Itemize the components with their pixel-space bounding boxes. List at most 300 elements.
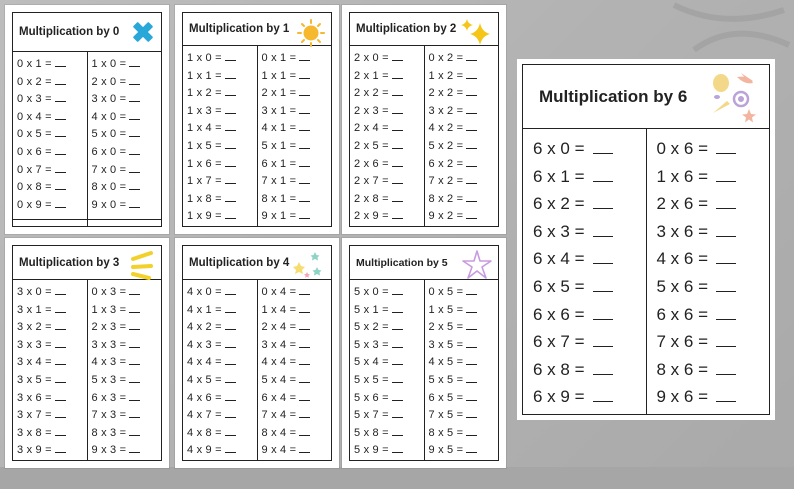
equation-text: 1 x 3 = [187,104,222,117]
equation-text: 0 x 8 = [17,181,52,194]
equation-row [183,302,257,320]
equation-row [425,173,499,191]
equation-row [258,390,332,408]
answer-blank [129,426,140,436]
equation-text: 0 x 4 = [261,286,297,299]
equation-text: 1 x 2 = [428,69,464,82]
equation-text: 3 x 2 = [17,321,52,334]
answer-blank [225,338,236,348]
equation-text: 3 x 8 = [17,426,52,439]
equation-row [13,425,87,443]
x-icon [121,17,155,47]
answer-blank [225,51,236,61]
equation-text: 0 x 2 = [428,52,464,65]
equation-row [258,103,332,121]
equation-row [183,354,257,372]
equation-text: 9 x 5 = [428,444,464,457]
answer-blank [299,51,310,61]
equation-row [88,179,162,197]
equation-text: 3 x 5 = [17,374,52,387]
equation-row [425,442,499,460]
answer-blank [466,303,477,313]
answer-blank [466,192,477,202]
equation-row [13,109,87,127]
card-title: Multiplication by 3 [19,256,120,269]
card-header [350,13,498,46]
equation-row [350,407,424,425]
answer-blank [225,373,236,383]
equation-row [425,156,499,174]
equation-row [647,273,770,301]
right-column [87,52,162,226]
answer-blank [466,209,477,219]
answer-blank [392,426,403,436]
answer-blank [466,443,477,453]
equation-text: 4 x 2 = [428,122,464,135]
equation-row [523,328,646,356]
answer-blank [299,443,310,453]
card-body [350,46,498,226]
answer-blank [392,391,403,401]
answer-blank [55,198,66,208]
answer-blank [129,408,140,418]
equation-text: 3 x 4 = [261,338,297,351]
equation-row [425,390,499,408]
card-body [13,280,161,460]
equation-text: 8 x 3 = [91,426,127,439]
equation-row [523,218,646,246]
equation-row [425,354,499,372]
answer-blank [225,192,236,202]
equation-row [88,284,162,302]
equation-text: 4 x 1 = [261,122,297,135]
equation-text: 4 x 3 = [187,338,222,351]
card-body [523,129,769,414]
answer-blank [55,75,66,85]
equation-row [13,337,87,355]
equation-text: 4 x 9 = [187,444,222,457]
card-header [350,246,498,280]
answer-blank [299,86,310,96]
answer-blank [716,222,736,237]
equation-row [258,372,332,390]
equation-text: 2 x 7 = [354,175,389,188]
equation-row [258,425,332,443]
equation-text: 6 x 5 = [428,391,464,404]
equation-text: 2 x 3 = [354,104,389,117]
answer-blank [299,408,310,418]
answer-blank [466,121,477,131]
equation-row [183,138,257,156]
equation-row [350,302,424,320]
equation-row [350,354,424,372]
equation-text: 1 x 4 = [261,303,297,316]
equation-row [258,68,332,86]
answer-blank [392,355,403,365]
right-column [424,46,499,226]
seashells-icon [707,69,763,125]
equation-text: 5 x 1 = [261,140,297,153]
equation-row [88,425,162,443]
equation-text: 2 x 1 = [261,87,297,100]
equation-text: 9 x 3 = [91,444,127,457]
answer-blank [55,303,66,313]
equation-text: 2 x 9 = [354,210,389,223]
answer-blank [466,338,477,348]
equation-row [350,173,424,191]
answer-blank [225,320,236,330]
equation-text: 0 x 3 = [91,286,127,299]
equation-row [425,372,499,390]
equation-row [258,85,332,103]
equation-row [523,135,646,163]
answer-blank [593,305,613,320]
answer-blank [392,51,403,61]
equation-text: 4 x 0 = [91,110,127,123]
equation-row [425,208,499,226]
equation-row [88,442,162,460]
answer-blank [299,104,310,114]
card-title: Multiplication by 5 [356,256,448,269]
answer-blank [392,86,403,96]
answer-blank [55,145,66,155]
right-column [257,46,332,226]
answer-blank [392,139,403,149]
equation-row [13,126,87,144]
right-column [87,280,162,460]
answer-blank [466,104,477,114]
equation-row [425,337,499,355]
equation-row [350,85,424,103]
equation-text: 6 x 2 = [533,194,585,214]
answer-blank [225,285,236,295]
equation-row [88,319,162,337]
answer-blank [225,443,236,453]
answer-blank [55,408,66,418]
answer-blank [299,209,310,219]
equation-text: 6 x 6 = [656,304,709,324]
answer-blank [392,338,403,348]
equation-row [425,302,499,320]
equation-text: 8 x 1 = [261,192,297,205]
answer-blank [593,387,613,402]
answer-blank [225,86,236,96]
equation-text: 2 x 1 = [354,69,389,82]
right-column [424,280,499,460]
answer-blank [55,320,66,330]
equation-row [647,163,770,191]
equation-text: 6 x 4 = [261,391,297,404]
answer-blank [55,92,66,102]
equation-text: 8 x 6 = [656,359,709,379]
equation-text: 0 x 5 = [428,286,464,299]
answer-blank [55,180,66,190]
answer-blank [466,157,477,167]
answer-blank [299,338,310,348]
footer-line [13,219,161,220]
answer-blank [593,139,613,154]
equation-text: 7 x 0 = [91,163,127,176]
equation-row [425,191,499,209]
left-column [183,46,257,226]
answer-blank [392,174,403,184]
equation-text: 7 x 5 = [428,409,464,422]
equation-text: 3 x 3 = [17,338,52,351]
answer-blank [593,360,613,375]
answer-blank [299,426,310,436]
equation-text: 4 x 7 = [187,409,222,422]
equation-text: 6 x 5 = [533,276,585,296]
answer-blank [225,121,236,131]
answer-blank [55,443,66,453]
equation-row [183,407,257,425]
equation-row [258,284,332,302]
answer-blank [466,373,477,383]
answer-blank [299,192,310,202]
equation-text: 0 x 2 = [17,75,52,88]
equation-row [258,302,332,320]
bottom-strip [0,467,794,489]
equation-text: 5 x 5 = [428,374,464,387]
answer-blank [716,387,736,402]
equation-row [183,442,257,460]
equation-row [88,390,162,408]
equation-text: 1 x 9 = [187,210,222,223]
answer-blank [299,320,310,330]
equation-row [13,91,87,109]
card-multiplication-by-6 [517,59,775,420]
answer-blank [129,443,140,453]
answer-blank [129,127,140,137]
equation-text: 2 x 5 = [428,321,464,334]
equation-row [425,120,499,138]
answer-blank [55,163,66,173]
equation-row [88,354,162,372]
equation-row [258,173,332,191]
equation-text: 3 x 3 = [91,338,127,351]
card-title: Multiplication by 1 [189,23,290,36]
answer-blank [392,285,403,295]
equation-row [523,383,646,411]
equation-row [183,390,257,408]
answer-blank [466,86,477,96]
equation-text: 5 x 2 = [428,140,464,153]
equation-row [13,74,87,92]
card-title: Multiplication by 4 [189,256,290,269]
equation-row [183,425,257,443]
equation-row [183,120,257,138]
equation-text: 7 x 4 = [261,409,297,422]
equation-text: 3 x 5 = [428,338,464,351]
equation-row [88,162,162,180]
answer-blank [55,57,66,67]
stars-icon [291,250,325,280]
equation-row [183,156,257,174]
answer-blank [299,121,310,131]
card-title: Multiplication by 2 [356,23,457,36]
equation-row [350,208,424,226]
answer-blank [466,320,477,330]
card-header [13,13,161,52]
equation-text: 4 x 4 = [187,356,222,369]
equation-text: 6 x 0 = [91,145,127,158]
equation-row [258,120,332,138]
equation-text: 4 x 3 = [91,356,127,369]
answer-blank [466,355,477,365]
answer-blank [392,121,403,131]
equation-row [425,319,499,337]
equation-text: 1 x 1 = [187,69,222,82]
equation-row [13,179,87,197]
equation-row [647,135,770,163]
equation-text: 9 x 2 = [428,210,464,223]
equation-text: 8 x 0 = [91,181,127,194]
answer-blank [55,285,66,295]
equation-row [425,425,499,443]
equation-row [425,85,499,103]
answer-blank [593,249,613,264]
card-header [523,65,769,129]
equation-row [647,190,770,218]
equation-text: 6 x 1 = [533,166,585,186]
answer-blank [466,69,477,79]
card-multiplication-by-0 [5,5,169,234]
left-column [523,129,646,414]
equation-row [523,163,646,191]
equation-text: 4 x 5 = [187,374,222,387]
equation-text: 0 x 1 = [261,52,297,65]
equation-row [647,356,770,384]
equation-row [13,144,87,162]
equation-text: 6 x 8 = [533,359,585,379]
answer-blank [392,320,403,330]
answer-blank [392,157,403,167]
equation-text: 2 x 0 = [91,75,127,88]
card-multiplication-by-3 [5,238,169,468]
equation-row [523,356,646,384]
equation-text: 6 x 3 = [91,391,127,404]
equation-row [350,319,424,337]
answer-blank [593,332,613,347]
equation-row [350,337,424,355]
equation-row [183,208,257,226]
equation-text: 1 x 5 = [428,303,464,316]
answer-blank [466,285,477,295]
equation-row [350,103,424,121]
equation-text: 5 x 0 = [354,286,389,299]
equation-row [425,407,499,425]
card-title: Multiplication by 6 [539,86,688,106]
equation-text: 7 x 3 = [91,409,127,422]
equation-row [13,319,87,337]
equation-row [13,302,87,320]
equation-text: 3 x 1 = [17,303,52,316]
equation-row [350,68,424,86]
equation-text: 4 x 4 = [261,356,297,369]
equation-text: 3 x 4 = [17,356,52,369]
equation-text: 0 x 6 = [656,139,709,158]
answer-blank [392,443,403,453]
equation-row [88,302,162,320]
equation-row [258,138,332,156]
answer-blank [392,209,403,219]
equation-text: 5 x 4 = [354,356,389,369]
equation-text: 3 x 6 = [17,391,52,404]
equation-text: 3 x 1 = [261,104,297,117]
card-body [183,46,331,226]
equation-row [647,383,770,411]
equation-text: 4 x 6 = [656,249,709,269]
equation-row [523,245,646,273]
equation-row [425,284,499,302]
equation-text: 6 x 1 = [261,157,297,170]
answer-blank [299,139,310,149]
card-header [13,246,161,280]
equation-text: 1 x 2 = [187,87,222,100]
equation-row [523,190,646,218]
answer-blank [225,104,236,114]
card-header [183,13,331,46]
left-column [350,46,424,226]
equation-row [258,191,332,209]
equation-text: 5 x 6 = [656,276,709,296]
answer-blank [392,408,403,418]
equation-text: 3 x 6 = [656,221,709,241]
equation-row [88,91,162,109]
answer-blank [225,303,236,313]
equation-row [523,301,646,329]
equation-text: 2 x 8 = [354,192,389,205]
equation-row [88,74,162,92]
answer-blank [716,249,736,264]
equation-text: 0 x 7 = [17,163,52,176]
equation-row [350,138,424,156]
right-column [646,129,770,414]
equation-row [258,208,332,226]
equation-text: 1 x 6 = [656,166,709,186]
equation-row [88,407,162,425]
equation-row [350,120,424,138]
answer-blank [225,174,236,184]
answer-blank [225,157,236,167]
answer-blank [299,355,310,365]
answer-blank [55,338,66,348]
answer-blank [716,305,736,320]
equation-text: 3 x 9 = [17,444,52,457]
equation-text: 8 x 4 = [261,426,297,439]
equation-row [350,156,424,174]
answer-blank [466,174,477,184]
answer-blank [225,426,236,436]
equation-text: 2 x 2 = [428,87,464,100]
background-shadow-decoration [664,0,794,60]
answer-blank [392,69,403,79]
answer-blank [129,110,140,120]
equation-row [88,144,162,162]
card-multiplication-by-5 [342,238,506,468]
left-column [183,280,257,460]
equation-text: 0 x 4 = [17,110,52,123]
equation-row [13,56,87,74]
equation-text: 8 x 2 = [428,192,464,205]
card-body [13,52,161,226]
rays-icon [121,250,155,280]
answer-blank [466,51,477,61]
equation-row [183,103,257,121]
equation-row [258,319,332,337]
answer-blank [716,167,736,182]
equation-text: 5 x 0 = [91,128,127,141]
